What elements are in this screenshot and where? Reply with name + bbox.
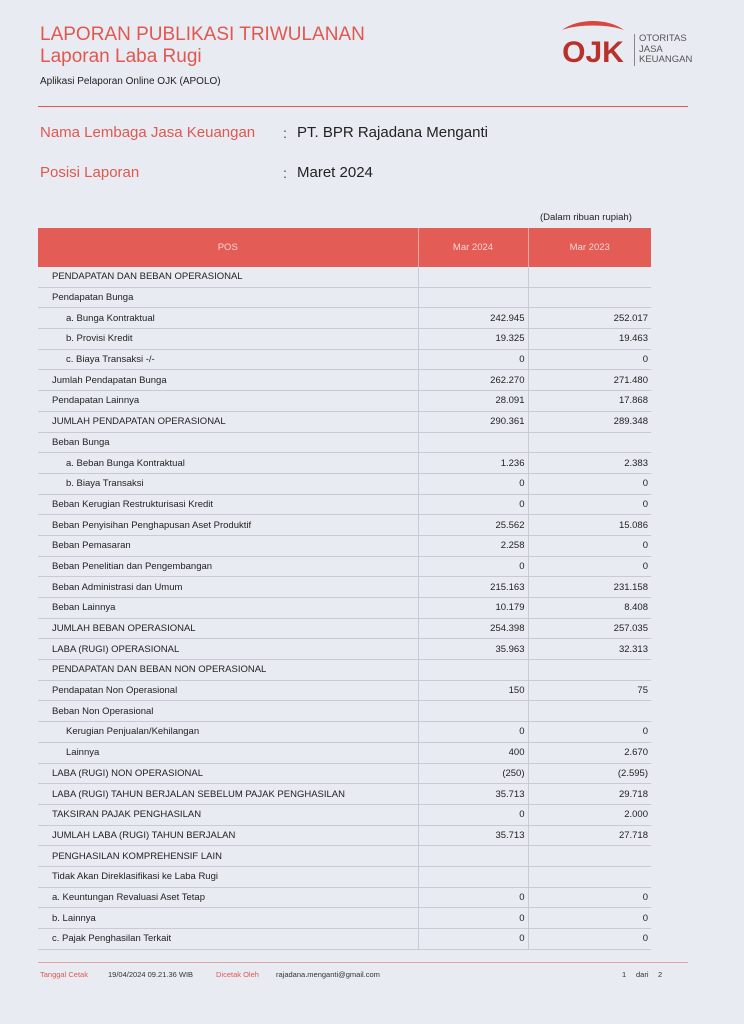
row-label: TAKSIRAN PAJAK PENGHASILAN — [38, 804, 418, 825]
column-header-mar-2023: Mar 2023 — [528, 228, 651, 267]
table-row — [38, 742, 651, 763]
table-header-row — [38, 228, 651, 267]
row-value-mar-2024: 254.398 — [418, 618, 528, 639]
institution-label: Nama Lembaga Jasa Keuangan — [40, 124, 256, 141]
row-value-mar-2023: 0 — [528, 494, 651, 515]
row-value-mar-2023: 0 — [528, 929, 651, 950]
row-value-mar-2023 — [528, 866, 651, 887]
row-value-mar-2023: 27.718 — [528, 825, 651, 846]
row-label: Beban Kerugian Restrukturisasi Kredit — [38, 494, 418, 515]
row-value-mar-2024 — [418, 660, 528, 681]
table-row — [38, 535, 651, 556]
institution-colon: : — [283, 125, 287, 141]
row-value-mar-2023: 0 — [528, 556, 651, 577]
row-label: b. Biaya Transaksi — [38, 473, 418, 494]
table-row — [38, 784, 651, 805]
row-value-mar-2024: 35.713 — [418, 784, 528, 805]
row-label: Pendapatan Lainnya — [38, 391, 418, 412]
row-value-mar-2024: 0 — [418, 929, 528, 950]
row-label: LABA (RUGI) NON OPERASIONAL — [38, 763, 418, 784]
row-label: Beban Lainnya — [38, 598, 418, 619]
printed-date-label: Tanggal Cetak — [40, 970, 88, 979]
page-total: 2 — [658, 970, 663, 979]
table-row — [38, 804, 651, 825]
row-label: Beban Bunga — [38, 432, 418, 453]
row-value-mar-2023: 17.868 — [528, 391, 651, 412]
table-row — [38, 329, 651, 350]
row-value-mar-2023: (2.595) — [528, 763, 651, 784]
table-row — [38, 722, 651, 743]
row-label: JUMLAH BEBAN OPERASIONAL — [38, 618, 418, 639]
row-value-mar-2024: 0 — [418, 556, 528, 577]
table-row — [38, 680, 651, 701]
row-value-mar-2024: 25.562 — [418, 515, 528, 536]
row-label: PENDAPATAN DAN BEBAN NON OPERASIONAL — [38, 660, 418, 681]
row-label: Beban Pemasaran — [38, 535, 418, 556]
report-subtitle: Laporan Laba Rugi — [40, 46, 202, 67]
row-value-mar-2023: 257.035 — [528, 618, 651, 639]
table-row — [38, 929, 651, 950]
table-row — [38, 701, 651, 722]
row-value-mar-2024: 242.945 — [418, 308, 528, 329]
table-row — [38, 287, 651, 308]
table-row — [38, 453, 651, 474]
row-value-mar-2024: 0 — [418, 908, 528, 929]
row-value-mar-2024 — [418, 701, 528, 722]
row-value-mar-2023 — [528, 287, 651, 308]
table-row — [38, 639, 651, 660]
row-label: a. Keuntungan Revaluasi Aset Tetap — [38, 887, 418, 908]
row-value-mar-2024: 215.163 — [418, 577, 528, 598]
table-row — [38, 308, 651, 329]
row-value-mar-2024: 0 — [418, 722, 528, 743]
page-current: 1 — [622, 970, 627, 979]
table-row — [38, 473, 651, 494]
table-row — [38, 391, 651, 412]
row-label: Beban Penelitian dan Pengembangan — [38, 556, 418, 577]
printed-by-value: rajadana.menganti@gmail.com — [276, 970, 380, 979]
period-colon: : — [283, 165, 287, 181]
row-value-mar-2023: 252.017 — [528, 308, 651, 329]
row-value-mar-2023: 2.670 — [528, 742, 651, 763]
row-value-mar-2024: 400 — [418, 742, 528, 763]
table-row — [38, 370, 651, 391]
row-value-mar-2024: 1.236 — [418, 453, 528, 474]
row-label: PENDAPATAN DAN BEBAN OPERASIONAL — [38, 267, 418, 287]
table-row — [38, 763, 651, 784]
row-label: b. Provisi Kredit — [38, 329, 418, 350]
income-statement-table — [38, 228, 651, 950]
column-header-mar-2024: Mar 2024 — [418, 228, 528, 267]
table-row — [38, 349, 651, 370]
row-label: c. Pajak Penghasilan Terkait — [38, 929, 418, 950]
institution-value: PT. BPR Rajadana Menganti — [297, 124, 488, 141]
footer-divider — [38, 962, 688, 963]
logo-line: KEUANGAN — [639, 54, 693, 65]
table-row — [38, 494, 651, 515]
row-value-mar-2024 — [418, 846, 528, 867]
row-label: JUMLAH LABA (RUGI) TAHUN BERJALAN — [38, 825, 418, 846]
row-label: a. Beban Bunga Kontraktual — [38, 453, 418, 474]
row-value-mar-2024: 262.270 — [418, 370, 528, 391]
column-header-pos: POS — [38, 228, 418, 267]
row-value-mar-2023: 2.383 — [528, 453, 651, 474]
row-label: a. Bunga Kontraktual — [38, 308, 418, 329]
row-label: Pendapatan Non Operasional — [38, 680, 418, 701]
ojk-logo-text — [634, 34, 692, 66]
row-value-mar-2023: 0 — [528, 349, 651, 370]
row-label: LABA (RUGI) TAHUN BERJALAN SEBELUM PAJAK PENGHASILAN — [38, 784, 418, 805]
application-name: Aplikasi Pelaporan Online OJK (APOLO) — [40, 76, 221, 87]
row-value-mar-2024 — [418, 866, 528, 887]
row-value-mar-2023 — [528, 660, 651, 681]
row-value-mar-2024: 150 — [418, 680, 528, 701]
row-value-mar-2023: 0 — [528, 535, 651, 556]
row-value-mar-2023 — [528, 432, 651, 453]
row-value-mar-2023 — [528, 846, 651, 867]
row-value-mar-2023: 231.158 — [528, 577, 651, 598]
row-label: Beban Penyisihan Penghapusan Aset Produktif — [38, 515, 418, 536]
row-value-mar-2024: 28.091 — [418, 391, 528, 412]
row-value-mar-2023: 8.408 — [528, 598, 651, 619]
row-value-mar-2023: 0 — [528, 473, 651, 494]
row-value-mar-2023: 32.313 — [528, 639, 651, 660]
table-row — [38, 908, 651, 929]
table-row — [38, 556, 651, 577]
row-label: Tidak Akan Direklasifikasi ke Laba Rugi — [38, 866, 418, 887]
logo-line: OTORITAS — [639, 33, 687, 44]
row-value-mar-2023: 2.000 — [528, 804, 651, 825]
page-of: dari — [636, 970, 649, 979]
row-label: b. Lainnya — [38, 908, 418, 929]
row-value-mar-2024: 0 — [418, 473, 528, 494]
row-value-mar-2023: 289.348 — [528, 411, 651, 432]
logo-line: JASA — [639, 43, 663, 55]
row-value-mar-2024 — [418, 267, 528, 287]
row-label: Kerugian Penjualan/Kehilangan — [38, 722, 418, 743]
row-value-mar-2023: 19.463 — [528, 329, 651, 350]
row-value-mar-2024: (250) — [418, 763, 528, 784]
row-value-mar-2024 — [418, 287, 528, 308]
row-value-mar-2024: 19.325 — [418, 329, 528, 350]
row-value-mar-2024: 0 — [418, 349, 528, 370]
row-label: Beban Non Operasional — [38, 701, 418, 722]
row-label: JUMLAH PENDAPATAN OPERASIONAL — [38, 411, 418, 432]
table-row — [38, 866, 651, 887]
row-value-mar-2023: 75 — [528, 680, 651, 701]
header-divider — [38, 106, 688, 107]
row-value-mar-2023: 29.718 — [528, 784, 651, 805]
row-label: Beban Administrasi dan Umum — [38, 577, 418, 598]
period-value: Maret 2024 — [297, 164, 373, 181]
row-label: PENGHASILAN KOMPREHENSIF LAIN — [38, 846, 418, 867]
table-row — [38, 660, 651, 681]
table-row — [38, 825, 651, 846]
table-row — [38, 577, 651, 598]
ojk-logo-mark: OJK — [562, 36, 624, 69]
table-row — [38, 267, 651, 287]
table-row — [38, 432, 651, 453]
row-label: LABA (RUGI) OPERASIONAL — [38, 639, 418, 660]
row-value-mar-2024: 0 — [418, 494, 528, 515]
row-value-mar-2023: 0 — [528, 722, 651, 743]
table-row — [38, 618, 651, 639]
printed-by-label: Dicetak Oleh — [216, 970, 259, 979]
row-value-mar-2024: 35.713 — [418, 825, 528, 846]
row-value-mar-2024: 2.258 — [418, 535, 528, 556]
row-value-mar-2023: 0 — [528, 908, 651, 929]
row-label: Lainnya — [38, 742, 418, 763]
table-row — [38, 515, 651, 536]
row-label: Pendapatan Bunga — [38, 287, 418, 308]
row-value-mar-2023: 15.086 — [528, 515, 651, 536]
row-value-mar-2023 — [528, 267, 651, 287]
row-label: Jumlah Pendapatan Bunga — [38, 370, 418, 391]
row-value-mar-2024: 290.361 — [418, 411, 528, 432]
row-value-mar-2023 — [528, 701, 651, 722]
row-value-mar-2023: 271.480 — [528, 370, 651, 391]
table-row — [38, 411, 651, 432]
row-value-mar-2024 — [418, 432, 528, 453]
ojk-logo-icon — [558, 16, 628, 70]
row-value-mar-2024: 0 — [418, 804, 528, 825]
table-row — [38, 598, 651, 619]
printed-date-value: 19/04/2024 09.21.36 WIB — [108, 970, 194, 979]
row-value-mar-2023: 0 — [528, 887, 651, 908]
period-label: Posisi Laporan — [40, 164, 140, 181]
report-title: LAPORAN PUBLIKASI TRIWULANAN — [40, 24, 365, 45]
table-row — [38, 846, 651, 867]
row-value-mar-2024: 35.963 — [418, 639, 528, 660]
ojk-logo — [558, 16, 698, 70]
currency-note: (Dalam ribuan rupiah) — [540, 212, 632, 223]
row-value-mar-2024: 10.179 — [418, 598, 528, 619]
row-value-mar-2024: 0 — [418, 887, 528, 908]
row-label: c. Biaya Transaksi -/- — [38, 349, 418, 370]
table-row — [38, 887, 651, 908]
